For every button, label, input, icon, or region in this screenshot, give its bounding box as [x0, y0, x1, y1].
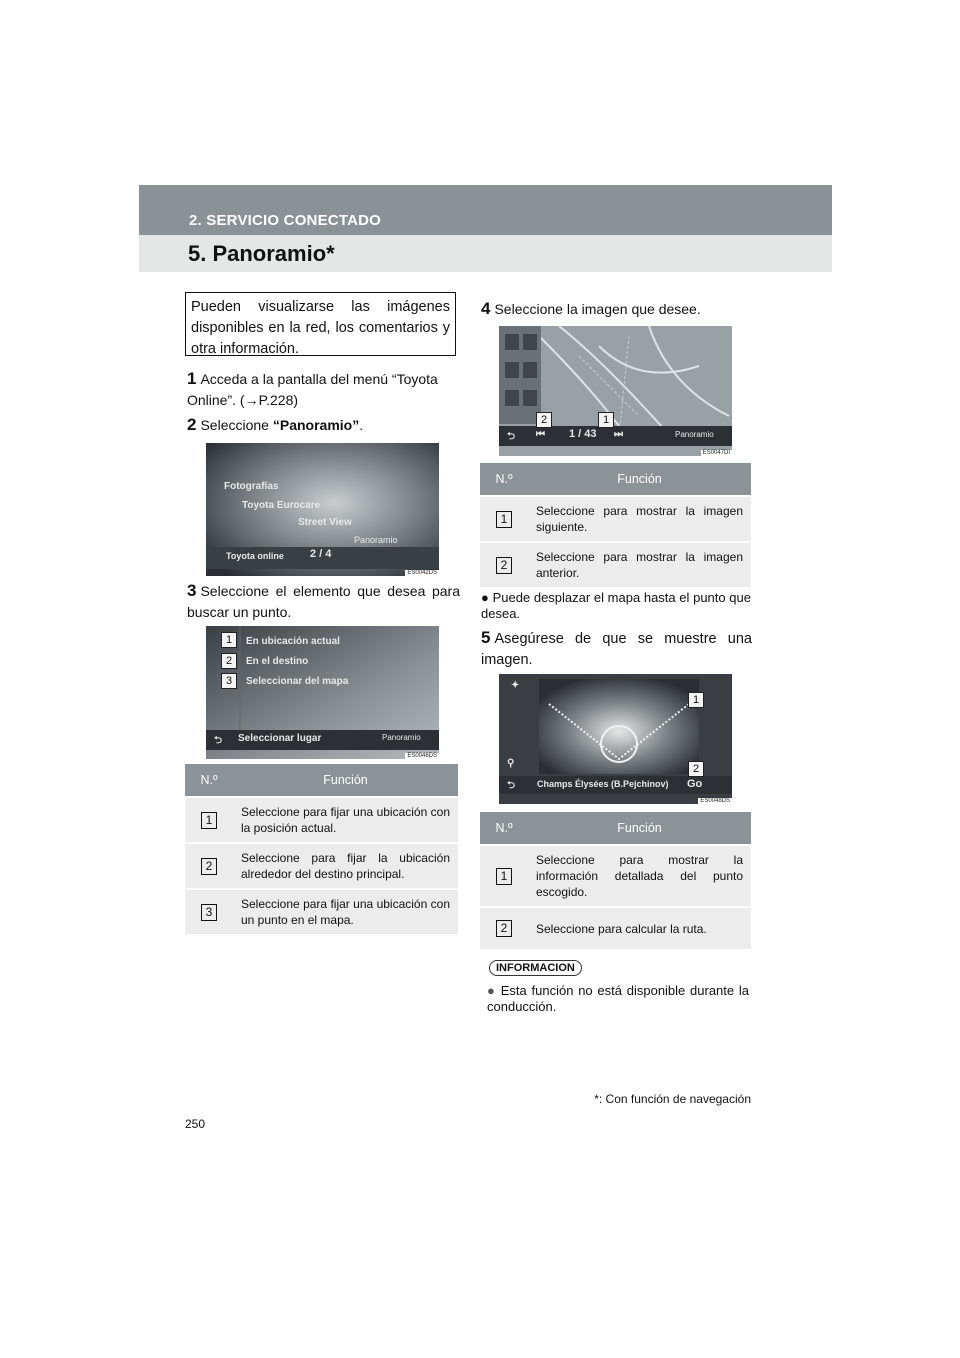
- col-num: N.º: [480, 812, 528, 845]
- row-num: 3: [201, 904, 217, 921]
- row-num: 1: [201, 812, 217, 829]
- step-text: Acceda a la pantalla del menú “Toyota Online”. (→P.228): [187, 371, 438, 408]
- bullet-icon: ●: [481, 590, 489, 605]
- menu-item-current-location: En ubicación actual: [246, 636, 340, 647]
- step-number: 2: [187, 415, 197, 434]
- row-text: Seleccione para fijar una ubicación con un punto en el mapa.: [233, 889, 458, 934]
- row-num: 1: [496, 868, 512, 885]
- image-caption: Champs Élysées (B.Pejchinov): [537, 779, 669, 789]
- col-func: Función: [528, 463, 751, 496]
- step-text-bold: “Panoramio”: [272, 417, 360, 433]
- page-indicator: 1 / 43: [569, 428, 597, 440]
- footer-label: Toyota online: [226, 551, 284, 561]
- figure-code: ES0046DS: [407, 753, 437, 759]
- compass-icon: ✦: [511, 680, 520, 691]
- col-func: Función: [233, 764, 458, 797]
- step-3: [187, 580, 460, 623]
- footer-label: Seleccionar lugar: [238, 733, 322, 744]
- previous-icon: ⏮: [536, 429, 545, 440]
- footnote: *: Con función de navegación: [594, 1092, 751, 1106]
- back-icon: ⮌: [214, 735, 223, 746]
- step-text: Seleccione la imagen que desee.: [494, 301, 701, 317]
- screenshot-panoramio-map: [499, 326, 732, 456]
- menu-item-fotografias: Fotografías: [224, 481, 279, 492]
- step-2: [187, 414, 460, 436]
- next-icon: ⏭: [614, 429, 623, 440]
- bullet-icon: ●: [487, 983, 496, 998]
- figure-code: ES0042DS: [407, 570, 437, 576]
- col-num: N.º: [185, 764, 233, 797]
- page-indicator: 2 / 4: [310, 548, 332, 560]
- step-number: 5: [481, 628, 491, 647]
- screenshot-select-location: [206, 626, 439, 759]
- step-5: [481, 627, 752, 671]
- function-table-2: [480, 463, 751, 587]
- row-text: Seleccione para fijar la ubicación alrededor del destino principal.: [233, 843, 458, 889]
- menu-item-eurocare: Toyota Eurocare: [242, 500, 321, 511]
- figure-code: ES0047DI: [702, 450, 730, 456]
- menu-item-from-map: Seleccionar del mapa: [246, 676, 349, 687]
- info-pill: INFORMACION: [489, 960, 582, 976]
- callout-1: 1: [598, 412, 614, 428]
- step-1: [187, 368, 460, 411]
- col-num: N.º: [480, 463, 528, 496]
- row-text: Seleccione para mostrar la información detallada del punto escogido.: [528, 845, 751, 907]
- table-row: [480, 907, 751, 949]
- row-num: 2: [496, 557, 512, 574]
- row-text: Seleccione para calcular la ruta.: [528, 907, 751, 949]
- figure-code: ES0048DS: [700, 798, 730, 804]
- table-row: [480, 542, 751, 587]
- info-text: Esta función no está disponible durante la conducción.: [487, 983, 749, 1014]
- table-row: [480, 496, 751, 542]
- screenshot-panoramio-image: [499, 674, 732, 804]
- callout-3: 3: [221, 673, 237, 689]
- step-number: 4: [481, 299, 491, 318]
- function-table-3: [480, 812, 751, 949]
- page-title-bar: [139, 235, 832, 272]
- info-note: [487, 983, 749, 1015]
- bullet-scroll-map: [481, 590, 751, 622]
- callout-1: 1: [688, 692, 704, 708]
- callout-2: 2: [536, 412, 552, 428]
- step-text: .: [359, 417, 364, 433]
- step-4: [481, 298, 753, 320]
- row-num: 2: [201, 858, 217, 875]
- bullet-text: Puede desplazar el mapa hasta el punto que desea.: [481, 590, 751, 621]
- back-icon: ⮌: [507, 431, 516, 442]
- section-title: 2. SERVICIO CONECTADO: [189, 212, 382, 229]
- col-func: Función: [528, 812, 751, 845]
- row-num: 2: [496, 920, 512, 937]
- step-number: 1: [187, 369, 197, 388]
- step-text: Asegúrese de que se muestre una imagen.: [481, 631, 752, 668]
- table-row: [185, 843, 458, 889]
- back-icon: ⮌: [507, 780, 516, 791]
- function-table-1: [185, 764, 458, 934]
- go-button: Go: [687, 778, 703, 790]
- table-row: [480, 845, 751, 907]
- screenshot-toyota-online-menu: [206, 443, 439, 576]
- table-row: [185, 797, 458, 843]
- page-title: 5. Panoramio*: [188, 241, 335, 266]
- row-text: Seleccione para mostrar la imagen anterior.: [528, 542, 751, 587]
- brand-label: Panoramio: [382, 733, 421, 742]
- callout-1: 1: [221, 632, 237, 648]
- menu-item-street-view: Street View: [298, 517, 352, 528]
- info-label: [489, 958, 582, 976]
- brand-label: Panoramio: [675, 430, 714, 439]
- row-text: Seleccione para fijar una ubicación con la posición actual.: [233, 797, 458, 843]
- intro-box: Pueden visualizarse las imágenes disponibles en la red, los comentarios y otra información.: [185, 292, 456, 356]
- callout-2: 2: [221, 653, 237, 669]
- step-number: 3: [187, 581, 197, 600]
- step-text: Seleccione: [200, 417, 273, 433]
- search-icon: ⚲: [507, 758, 515, 769]
- table-row: [185, 889, 458, 934]
- step-text: Seleccione el elemento que desea para buscar un punto.: [187, 583, 460, 620]
- section-header-bar: [139, 185, 832, 235]
- menu-item-panoramio: Panoramio: [354, 535, 398, 545]
- callout-2: 2: [688, 761, 704, 777]
- row-text: Seleccione para mostrar la imagen siguiente.: [528, 496, 751, 542]
- menu-item-destination: En el destino: [246, 656, 309, 667]
- row-num: 1: [496, 511, 512, 528]
- page-number: 250: [185, 1117, 206, 1131]
